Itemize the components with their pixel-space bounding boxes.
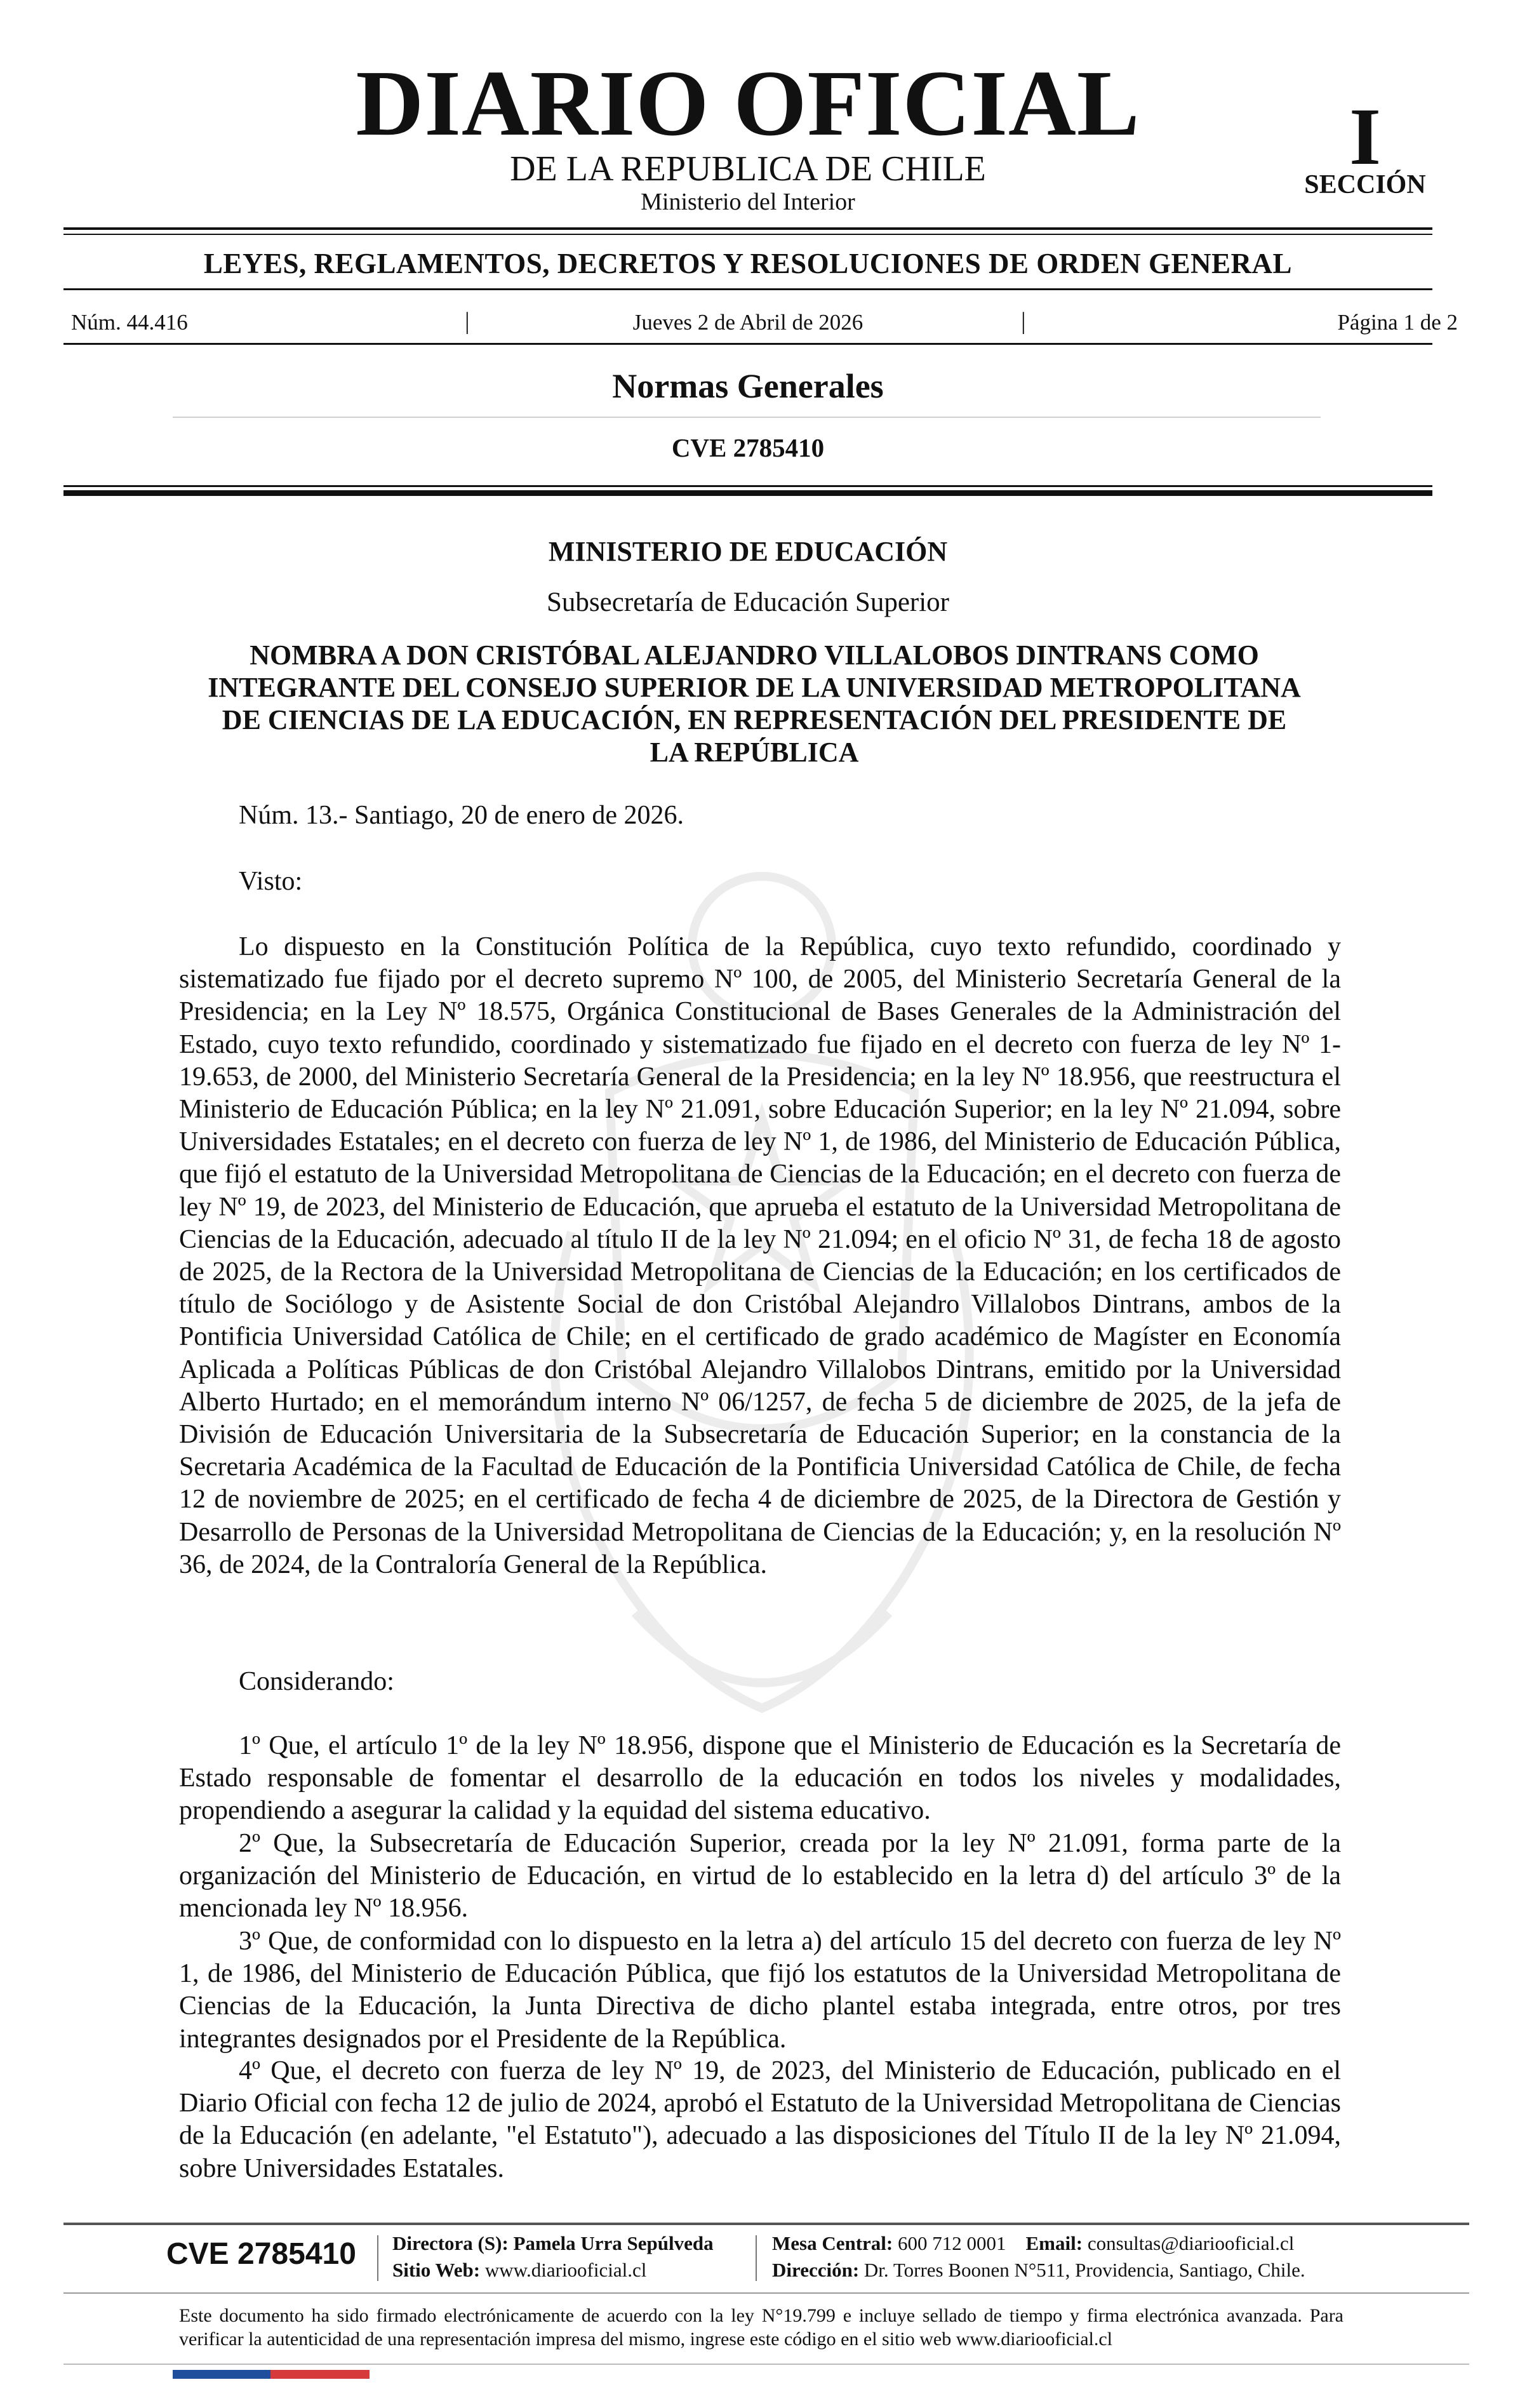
email-label: Email: <box>1025 2232 1083 2254</box>
section-numeral: I <box>1349 91 1381 182</box>
mesa-value: 600 712 0001 <box>898 2232 1006 2254</box>
considerando-label: Considerando: <box>239 1667 394 1696</box>
directora-name: Pamela Urra Sepúlveda <box>513 2232 714 2254</box>
sitio-label: Sitio Web: <box>392 2259 481 2281</box>
considerando-item: 1º Que, el artículo 1º de la ley Nº 18.956, dispone que el Ministerio de Educación es la Secretaría de Estado responsable de fomentar el desarrollo de la educación en todos los niveles y modalidades, propendiendo a asegurar la calidad y la equidad del sistema educativo. <box>179 1731 1341 1826</box>
decree-number-line: Núm. 13.- Santiago, 20 de enero de 2026. <box>239 801 684 830</box>
masthead-rule-top <box>63 227 1432 230</box>
issue-rule <box>63 343 1432 345</box>
issue-date: Jueves 2 de Abril de 2026 <box>632 310 863 335</box>
section-heading: Normas Generales <box>612 367 884 405</box>
footer-address <box>772 2258 1305 2282</box>
decree-title: NOMBRA A DON CRISTÓBAL ALEJANDRO VILLALOBOS DINTRANS COMO INTEGRANTE DEL CONSEJO SUPERIOR DE LA UNIVERSIDAD METROPOLITANA DE CIENCIAS DE LA EDUCACIÓN, EN REPRESENTACIÓN DEL PRESIDENTE DE LA REPÚBLICA <box>208 639 1301 768</box>
banner-rule <box>63 288 1432 290</box>
footer-contact <box>772 2231 1294 2256</box>
footer-rule <box>63 2223 1469 2225</box>
section-banner: LEYES, REGLAMENTOS, DECRETOS Y RESOLUCIONES DE ORDEN GENERAL <box>203 248 1293 279</box>
footer-sitio <box>392 2258 646 2282</box>
email-link[interactable]: consultas@diariooficial.cl <box>1087 2232 1295 2254</box>
newspaper-subtitle: DE LA REPUBLICA DE CHILE <box>510 149 986 189</box>
page-indicator: Página 1 de 2 <box>1337 310 1458 335</box>
flag-stripe-blue <box>173 2370 270 2379</box>
footer-cve-code: CVE 2785410 <box>166 2237 356 2271</box>
visto-paragraph: Lo dispuesto en la Constitución Política de la República, cuyo texto refundido, coordinado y sistematizado fue fijado por el decreto supremo Nº 100, de 2005, del Ministerio Secretaría General de la Presidencia; en la Ley Nº 18.575, Orgánica Constitucional de Bases Generales de la Administración del Estado, cuyo texto refundido, coordinado y sistematizado fue fijado en el decreto con fuerza de ley Nº 1-19.653, de 2000, del Ministerio Secretaría General de la Presidencia; en la ley Nº 18.956, que reestructura el Ministerio de Educación Pública; en la ley Nº 21.091, sobre Educación Superior; en la ley Nº 21.094, sobre Universidades Estatales; en el decreto con fuerza de ley Nº 1, de 1986, del Ministerio de Educación Pública, que fijó el estatuto de la Universidad Metropolitana de Ciencias de la Educación; en el decreto con fuerza de ley Nº 19, de 2023, del Ministerio de Educación, que aprueba el estatuto de la Universidad Metropolitana de Ciencias de la Educación, adecuado al título II de la ley Nº 21.094; en el oficio Nº 31, de fecha 18 de agosto de 2025, de la Rectora de la Universidad Metropolitana de Ciencias de la Educación; en los certificados de título de Sociólogo y de Asistente Social de don Cristóbal Alejandro Villalobos Dintrans, ambos de la Pontificia Universidad Católica de Chile; en el certificado de grado académico de Magíster en Economía Aplicada a Políticas Públicas de don Cristóbal Alejandro Villalobos Dintrans, emitido por la Universidad Alberto Hurtado; en el memorándum interno Nº 06/1257, de fecha 5 de diciembre de 2025, de la jefa de División de Educación Universitaria de la Subsecretaría de Educación Superior; en la constancia de la Secretaria Académica de la Facultad de Educación de la Pontificia Universidad Católica de Chile, de fecha 12 de noviembre de 2025; en el certificado de fecha 4 de diciembre de 2025, de la Directora de Gestión y Desarrollo de Personas de la Universidad Metropolitana de Ciencias de la Educación; y, en la resolución Nº 36, de 2024, de la Contraloría General de la República. <box>179 932 1341 1579</box>
footer-separator <box>756 2235 757 2281</box>
issue-separator: | <box>465 308 470 335</box>
footer-rule-thin <box>63 2292 1469 2294</box>
directora-label: Directora (S): <box>392 2232 509 2254</box>
legal-note: Este documento ha sido firmado electrónicamente de acuerdo con la ley N°19.799 e incluye sellado de tiempo y firma electrónica avanzada. Para verificar la autenticidad de una representación impresa del mismo, ingrese este código en el sitio web www.diariooficial.cl <box>179 2305 1343 2350</box>
section-label: SECCIÓN <box>1304 170 1426 199</box>
footer-separator <box>377 2235 378 2281</box>
decree-subsecretaria: Subsecretaría de Educación Superior <box>547 587 949 617</box>
considerando-item: 3º Que, de conformidad con lo dispuesto en la letra a) del artículo 15 del decreto con fuerza de ley Nº 1, de 1986, del Ministerio de Educación Pública, que fijó los estatutos de la Universidad Metropolitana de Ciencias de la Educación, la Junta Directiva de dicho plantel estaba integrada, entre otros, por tres integrantes designados por el Presidente de la República. <box>179 1927 1341 2054</box>
direccion-label: Dirección: <box>772 2259 860 2281</box>
considerando-item: 2º Que, la Subsecretaría de Educación Superior, creada por la ley Nº 21.091, forma parte de la organización del Ministerio de Educación, en virtud de lo establecido en la letra d) del artículo 3º de la mencionada ley Nº 18.956. <box>179 1829 1341 1923</box>
decree-ministry: MINISTERIO DE EDUCACIÓN <box>548 536 948 567</box>
header-rule-thick <box>63 490 1432 496</box>
masthead-rule-thin <box>63 234 1432 235</box>
sitio-link[interactable]: www.diariooficial.cl <box>484 2259 647 2281</box>
considerando-item: 4º Que, el decreto con fuerza de ley Nº 19, de 2023, del Ministerio de Educación, publicado en el Diario Oficial con fecha 12 de julio de 2024, aprobó el Estatuto de la Universidad Metropolitana de Ciencias de la Educación (en adelante, "el Estatuto"), adecuado a las disposiciones del Título II de la ley Nº 21.094, sobre Universidades Estatales. <box>179 2056 1341 2183</box>
cve-code: CVE 2785410 <box>671 433 825 462</box>
mesa-label: Mesa Central: <box>772 2232 893 2254</box>
direccion-value: Dr. Torres Boonen N°511, Providencia, Santiago, Chile. <box>863 2259 1305 2281</box>
footer-directora <box>392 2231 714 2256</box>
visto-label: Visto: <box>239 867 303 896</box>
bottom-rule <box>63 2364 1469 2365</box>
header-rule-thin <box>63 485 1432 487</box>
issue-number: Núm. 44.416 <box>71 310 188 335</box>
masthead-ministry: Ministerio del Interior <box>641 189 855 215</box>
newspaper-title: DIARIO OFICIAL <box>356 51 1140 156</box>
flag-stripe-red <box>270 2370 370 2379</box>
heading-divider <box>173 417 1321 418</box>
issue-separator: | <box>1021 308 1026 335</box>
